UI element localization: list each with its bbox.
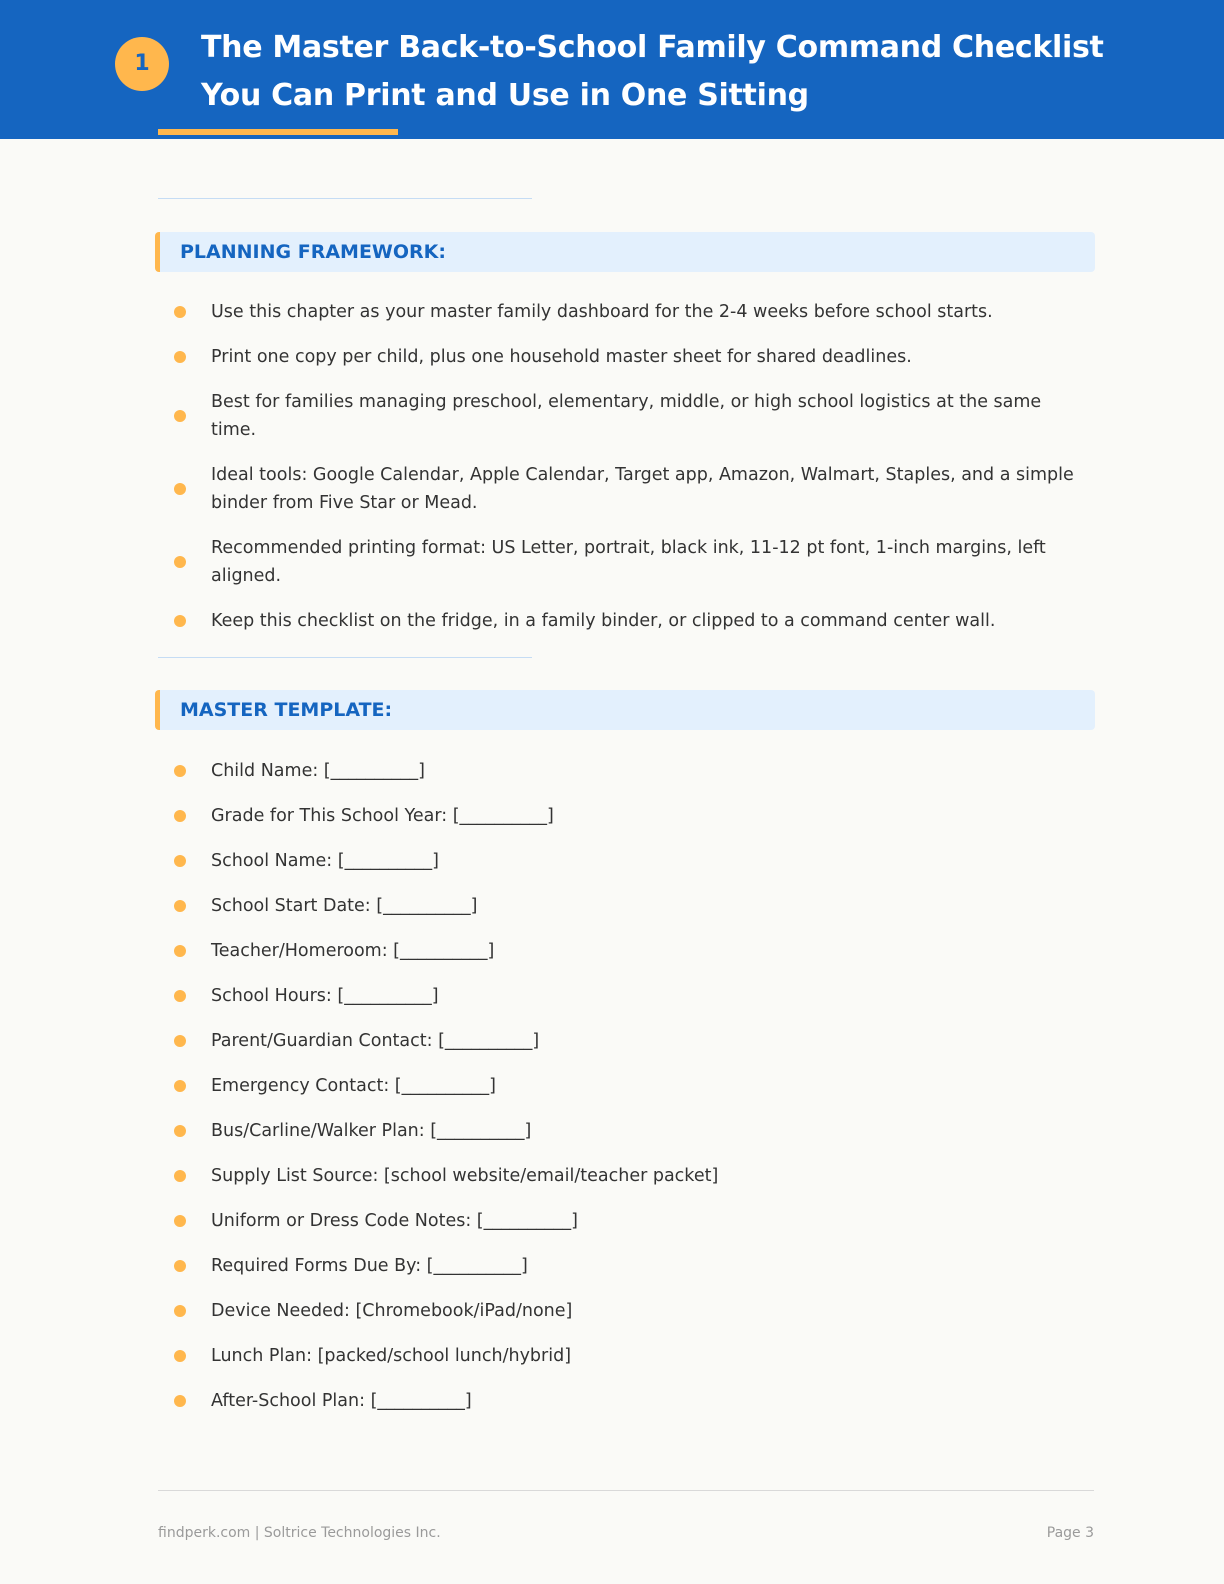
list-item-text: Teacher/Homeroom: [__________] (211, 941, 495, 961)
bullet-dot-icon (174, 765, 186, 777)
section-title: PLANNING FRAMEWORK: (180, 241, 446, 263)
section-divider (158, 198, 532, 199)
bullet-dot-icon (174, 1080, 186, 1092)
list-item (174, 802, 1084, 830)
bullet-dot-icon (174, 1170, 186, 1182)
list-item (174, 388, 1084, 444)
list-item-text: Required Forms Due By: [__________] (211, 1256, 528, 1276)
bullet-dot-icon (174, 1395, 186, 1407)
list-item (174, 1297, 1084, 1325)
list-item-text: After-School Plan: [__________] (211, 1391, 472, 1411)
list-item-text: Child Name: [__________] (211, 761, 425, 781)
list-item (174, 1027, 1084, 1055)
bullet-dot-icon (174, 810, 186, 822)
footer-divider (158, 1490, 1094, 1491)
bullet-dot-icon (174, 1215, 186, 1227)
list-item (174, 757, 1084, 785)
list-item-text: Ideal tools: Google Calendar, Apple Calendar, Target app, Amazon, Walmart, Staples, and a simple binder from Five Star or Mead. (211, 465, 1074, 513)
bullet-dot-icon (174, 1350, 186, 1362)
list-item-text: Bus/Carline/Walker Plan: [__________] (211, 1121, 532, 1141)
list-item-text: Device Needed: [Chromebook/iPad/none] (211, 1301, 573, 1321)
list-item-text: Print one copy per child, plus one household master sheet for shared deadlines. (211, 347, 912, 367)
title-accent-underline (158, 129, 398, 135)
list-item-text: Grade for This School Year: [__________] (211, 806, 554, 826)
list-item-text: Emergency Contact: [__________] (211, 1076, 496, 1096)
list-item (174, 1342, 1084, 1370)
planning-framework-list (174, 298, 1084, 652)
section-header-planning-framework (155, 232, 1095, 272)
list-item-text: Recommended printing format: US Letter, portrait, black ink, 11-12 pt font, 1-inch margins, left aligned. (211, 538, 1046, 586)
list-item (174, 343, 1084, 371)
footer-source: findperk.com | Soltrice Technologies Inc. (158, 1525, 441, 1541)
list-item (174, 1117, 1084, 1145)
bullet-dot-icon (174, 306, 186, 318)
list-item (174, 1207, 1084, 1235)
list-item (174, 607, 1084, 635)
list-item (174, 461, 1084, 517)
list-item (174, 1387, 1084, 1415)
section-header-master-template (155, 690, 1095, 730)
bullet-dot-icon (174, 990, 186, 1002)
list-item-text: Best for families managing preschool, elementary, middle, or high school logistics at the same time. (211, 392, 1042, 440)
list-item (174, 1162, 1084, 1190)
bullet-dot-icon (174, 945, 186, 957)
bullet-dot-icon (174, 483, 186, 495)
master-template-list (174, 757, 1084, 1432)
bullet-dot-icon (174, 1035, 186, 1047)
chapter-header (0, 0, 1224, 139)
bullet-dot-icon (174, 1305, 186, 1317)
list-item-text: Keep this checklist on the fridge, in a family binder, or clipped to a command center wall. (211, 611, 996, 631)
page-title: The Master Back-to-School Family Command Checklist You Can Print and Use in One Sitting (201, 30, 1104, 113)
list-item-text: Uniform or Dress Code Notes: [__________] (211, 1211, 578, 1231)
bullet-dot-icon (174, 410, 186, 422)
list-item (174, 1072, 1084, 1100)
list-item-text: Lunch Plan: [packed/school lunch/hybrid] (211, 1346, 572, 1366)
list-item-text: School Start Date: [__________] (211, 896, 478, 916)
section-title: MASTER TEMPLATE: (180, 699, 393, 721)
list-item (174, 534, 1084, 590)
list-item (174, 1252, 1084, 1280)
bullet-dot-icon (174, 556, 186, 568)
bullet-dot-icon (174, 615, 186, 627)
section-divider (158, 657, 532, 658)
list-item (174, 298, 1084, 326)
list-item (174, 892, 1084, 920)
list-item-text: School Hours: [__________] (211, 986, 439, 1006)
list-item-text: Supply List Source: [school website/email/teacher packet] (211, 1166, 719, 1186)
list-item-text: School Name: [__________] (211, 851, 439, 871)
chapter-number-badge: 1 (115, 37, 169, 91)
bullet-dot-icon (174, 855, 186, 867)
list-item (174, 847, 1084, 875)
page-number: Page 3 (1046, 1525, 1094, 1541)
list-item-text: Parent/Guardian Contact: [__________] (211, 1031, 540, 1051)
list-item (174, 937, 1084, 965)
bullet-dot-icon (174, 1260, 186, 1272)
list-item (174, 982, 1084, 1010)
bullet-dot-icon (174, 351, 186, 363)
bullet-dot-icon (174, 1125, 186, 1137)
list-item-text: Use this chapter as your master family dashboard for the 2-4 weeks before school starts. (211, 302, 993, 322)
bullet-dot-icon (174, 900, 186, 912)
